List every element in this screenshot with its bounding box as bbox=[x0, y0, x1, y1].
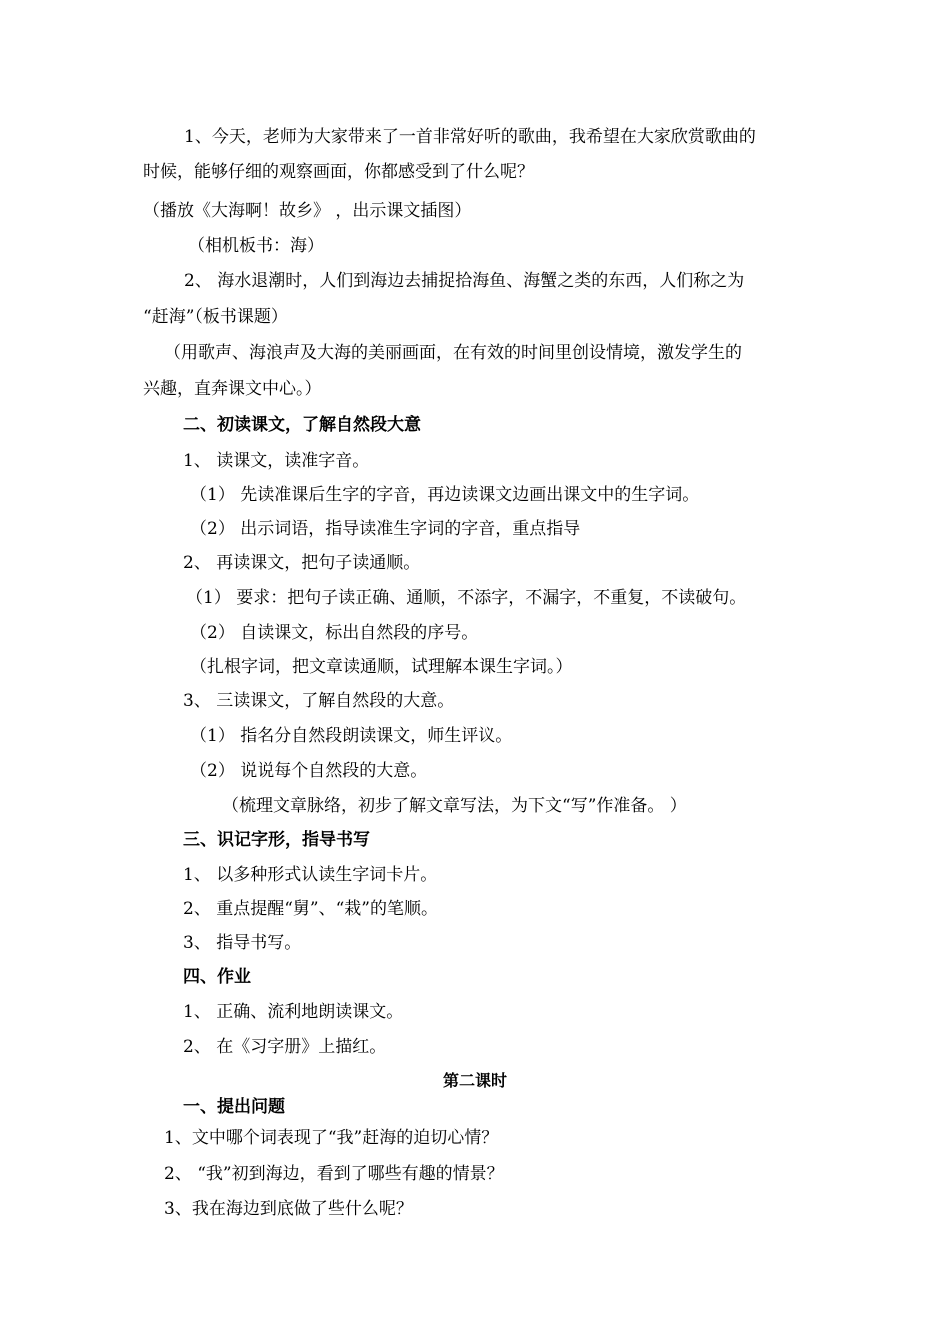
text-line: （梳理文章脉络，初步了解文章写法，为下文“写”作准备。 ） bbox=[222, 796, 687, 816]
section-heading: 三、识记字形，指导书写 bbox=[183, 830, 370, 850]
text-line: （用歌声、海浪声及大海的美丽画面，在有效的时间里创设情境，激发学生的 bbox=[164, 343, 742, 363]
text-line: （播放《大海啊！故乡》 ，出示课文插图） bbox=[143, 201, 472, 221]
list-item: （2） 出示词语，指导读准生字词的字音，重点指导 bbox=[190, 519, 581, 539]
section-heading: 一、提出问题 bbox=[183, 1097, 285, 1117]
text-line: “赶海”（板书课题） bbox=[143, 307, 288, 327]
text-line: （扎根字词，把文章读通顺，试理解本课生字词。） bbox=[190, 657, 573, 677]
section-heading: 二、初读课文，了解自然段大意 bbox=[183, 415, 421, 435]
text-line: 2、 海水退潮时，人们到海边去捕捉拾海鱼、海蟹之类的东西，人们称之为 bbox=[184, 271, 745, 291]
list-item: 2、 在《习字册》上描红。 bbox=[183, 1037, 387, 1057]
lesson-title: 第二课时 bbox=[442, 1071, 507, 1090]
list-item: （2） 说说每个自然段的大意。 bbox=[190, 761, 428, 781]
list-item: （1） 要求：把句子读正确、通顺，不添字，不漏字，不重复，不读破句。 bbox=[186, 588, 747, 608]
list-item: 2、 重点提醒“舅”、“栽”的笔顺。 bbox=[183, 899, 438, 919]
list-item: 2、 再读课文，把句子读通顺。 bbox=[183, 553, 421, 573]
list-item: 1、 以多种形式认读生字词卡片。 bbox=[183, 865, 438, 885]
text-line: 时候，能够仔细的观察画面，你都感受到了什么呢？ bbox=[143, 162, 534, 182]
text-line: （相机板书：海） bbox=[188, 236, 324, 256]
list-item: 1、 读课文，读准字音。 bbox=[183, 451, 370, 471]
section-heading: 四、作业 bbox=[183, 967, 251, 987]
list-item: （2） 自读课文，标出自然段的序号。 bbox=[190, 623, 479, 643]
list-item: （1） 指名分自然段朗读课文，师生评议。 bbox=[190, 726, 513, 746]
list-item: （1） 先读准课后生字的字音，再边读课文边画出课文中的生字词。 bbox=[190, 485, 700, 505]
text-line: 1、今天，老师为大家带来了一首非常好听的歌曲，我希望在大家欣赏歌曲的 bbox=[184, 127, 756, 147]
question-item: 1、文中哪个词表现了“我”赶海的迫切心情？ bbox=[164, 1128, 499, 1148]
list-item: 3、 指导书写。 bbox=[183, 933, 302, 953]
text-line: 兴趣，直奔课文中心。） bbox=[143, 379, 322, 399]
question-item: 3、我在海边到底做了些什么呢？ bbox=[164, 1199, 413, 1219]
list-item: 1、 正确、流利地朗读课文。 bbox=[183, 1002, 404, 1022]
question-item: 2、 “我”初到海边，看到了哪些有趣的情景？ bbox=[164, 1164, 504, 1184]
list-item: 3、 三读课文，了解自然段的大意。 bbox=[183, 691, 455, 711]
